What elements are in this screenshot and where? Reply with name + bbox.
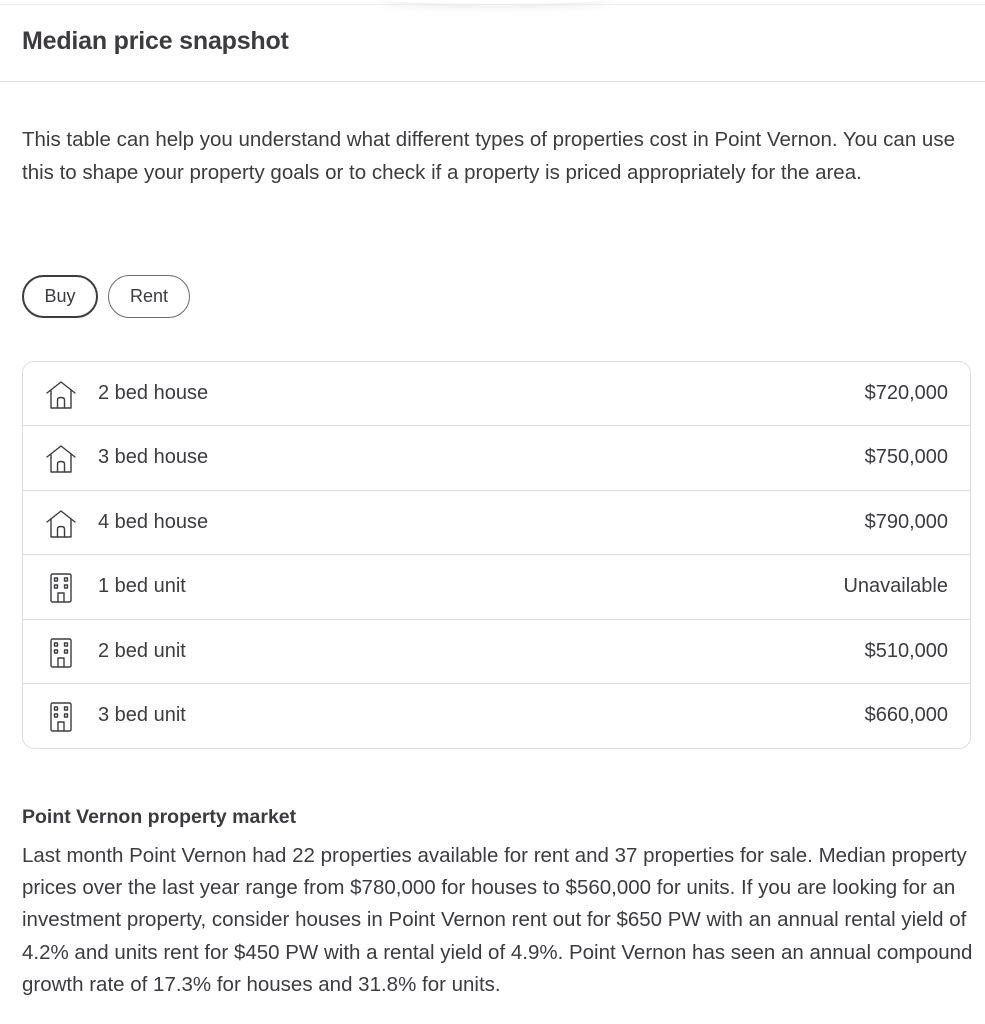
header (0, 4, 985, 82)
house-icon (43, 443, 79, 475)
building-icon (43, 572, 79, 604)
row-label: 2 bed house (98, 382, 209, 404)
table-row (23, 362, 970, 426)
table-row (23, 426, 970, 490)
row-label: 3 bed unit (98, 703, 186, 726)
market-section-title: Point Vernon property market (22, 806, 297, 828)
row-label: 3 bed house (98, 446, 209, 469)
row-label: 1 bed unit (98, 575, 186, 598)
row-label: 4 bed house (98, 510, 209, 533)
house-icon (43, 508, 79, 540)
rent-button[interactable]: Rent (108, 275, 190, 318)
table-row (23, 684, 970, 748)
row-value: $720,000 (864, 382, 948, 404)
table-row (23, 555, 970, 619)
row-value: Unavailable (843, 575, 948, 598)
table-row (23, 620, 970, 684)
row-label: 2 bed unit (98, 639, 186, 662)
row-value: $750,000 (864, 446, 948, 469)
page-title: Median price snapshot (22, 27, 289, 55)
row-value: $790,000 (864, 510, 948, 533)
table-row (23, 491, 970, 555)
row-value: $660,000 (864, 703, 948, 726)
row-value: $510,000 (864, 639, 948, 662)
market-section-body: Last month Point Vernon had 22 properties available for rent and 37 properties for sale. Median property prices over the last year range from $780,000 for houses to $560,000 for units. If you are looking for an investment property, consider houses in Point Vernon rent out for $650 PW with an annual rental yield of 4.2% and units rent for $450 PW with a rental yield of 4.9%. Point Vernon has seen an annual compound growth rate of 17.3% for houses and 31.8% for units. (22, 844, 973, 996)
house-icon (43, 379, 79, 411)
buy-button[interactable]: Buy (22, 275, 98, 318)
price-table (22, 361, 971, 749)
building-icon (43, 701, 79, 733)
intro-text: This table can help you understand what different types of properties cost in Point Vernon. You can use this to shape your property goals or to check if a property is priced appropriately for the area. (22, 128, 955, 184)
building-icon (43, 637, 79, 669)
